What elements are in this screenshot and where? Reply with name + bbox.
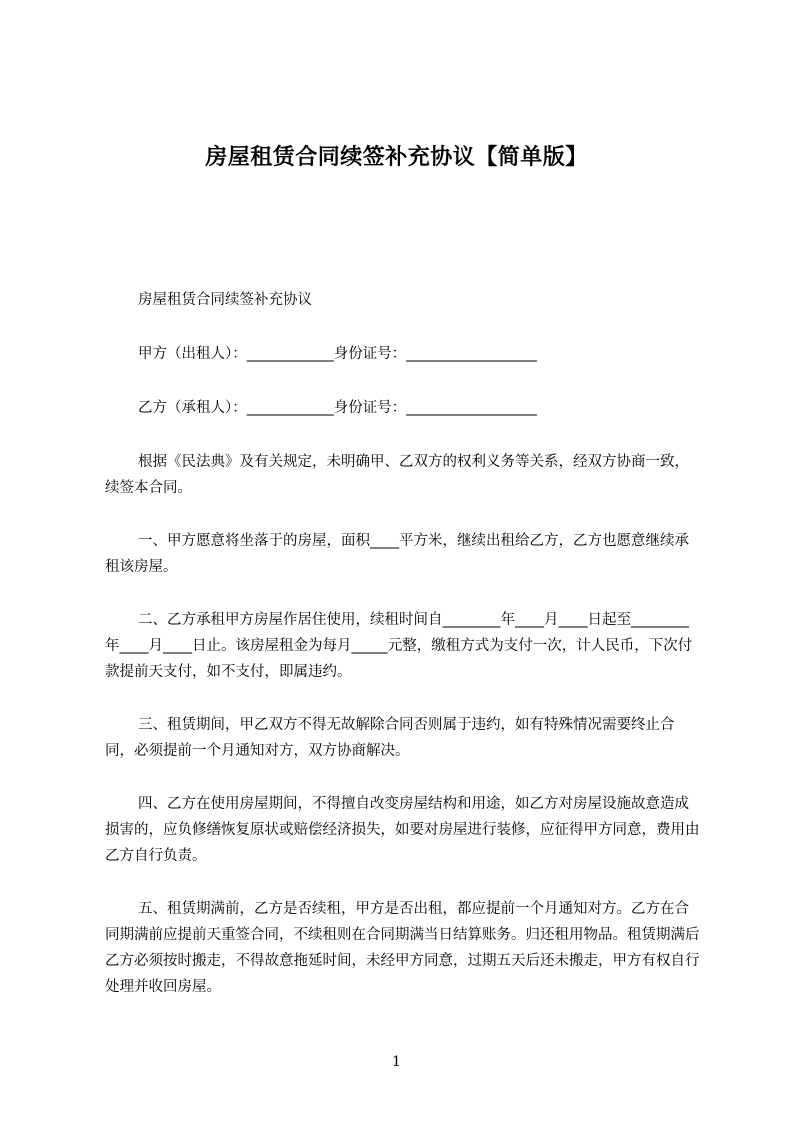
party-b-line: 乙方（承租人）：____________身份证号：__________________ <box>138 400 537 416</box>
party-a-line: 甲方（出租人）：____________身份证号：__________________ <box>138 346 537 362</box>
clause-5: 五、租赁期满前，乙方是否续租，甲方是否出租，都应提前一个月通知对方。乙方在合同期满前应提前天重签合同，不续租则在合同期满当日结算账务。归还租用物品。租赁期满后乙方必须按时搬走，不得故意拖延时间，未经甲方同意，过期五天后还未搬走，甲方有权自行处理并收回房屋。 <box>105 901 700 995</box>
clause-2: 二、乙方承租甲方房屋作居住使用，续租时间自________年____月____日起至________年____月____日止。该房屋租金为每月_____元整，缴租方式为支付一次，计人民币，下次付款提前天支付，如不支付，即属违约。 <box>105 612 693 680</box>
clause-1: 一、甲方愿意将坐落于的房屋，面积____平方米，继续出租给乙方，乙方也愿意继续承租该房屋。 <box>105 533 689 575</box>
page-title: 房屋租赁合同续签补充协议【简单版】 <box>205 145 588 170</box>
page-number: 1 <box>392 1054 401 1070</box>
document-subtitle: 房屋租赁合同续签补充协议 <box>138 292 312 308</box>
clause-4: 四、乙方在使用房屋期间，不得擅自改变房屋结构和用途，如乙方对房屋设施故意造成损害的，应负修缮恢复原状或赔偿经济损失，如要对房屋进行装修，应征得甲方同意，费用由乙方自行负责。 <box>105 796 700 864</box>
clause-3: 三、租赁期间，甲乙双方不得无故解除合同否则属于违约，如有特殊情况需要终止合同，必须提前一个月通知对方，双方协商解决。 <box>105 717 675 759</box>
intro-paragraph: 根据《民法典》及有关规定，未明确甲、乙双方的权利义务等关系，经双方协商一致，续签本合同。 <box>105 454 689 496</box>
